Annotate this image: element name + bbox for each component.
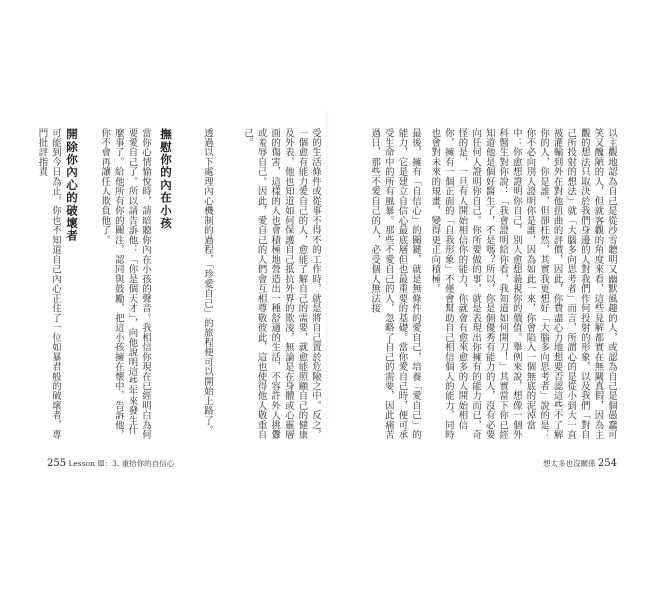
inner-saboteur-paragraph: 可能到今日為止，你也不知道自己內心正住了一位如暴君般的破壞者，專門批評指責 [36,128,61,440]
right-paragraph-1: 以主觀地認為自己是從沙雪聽明又幽默風趣的人，或認為自己是個愚蠢可笑又醜陋的人，但就客觀的角度來看，這些見解都實在無關真假，因為主觀的想法只取決於我們身邊的人對我們作何投射的形象，以及我們「對自己所投射的想法」就「大腦多向思考者」而言，所謂心的是從小到大一直被灌輸到外在對他扭曲的評價，因此，你費盡心力地想要否認這些不了解你的人，你是誰，但卻枉然，其實我更想好「大腦多向思考者」說的是：你不必向別人證明你是誰，因為如此一來，你會陷入一個無底的泥淖當中：你愈想證明你自己，別人愈想藐視你的價值。舉例來說，想像一個外科醫生對你說：「我會證明給你看，我知道如何開刀！」其實當下你已經知道他是個好醫生了，不是嗎？所以，你是個優秀有能力的人，沒有必要向任何人證明你自己。你所要做的事，就是表現出你擁有的能力而已，奇怪的是，一旦有人開始相信你的能力，你就會有愈來愈多的人開始相信你，擁有一個正面的「自我形象」不僅會幫助自己相信個人的能力，同時也會對未來的規畫，變得更正向積極。 [429,128,617,440]
right-footer-title: 想太多也沒關係 [543,459,596,468]
left-footer [47,458,174,469]
left-paragraph-1: 受的生活條件或從事不得不的工作時，就是將自己置於危險之中。反之，一個愈有能力愛自己的人，愈能了解自己的需要，就愈能照顧自己的健康及外表，他也知道如何保護自己抵抗外界的欺凌，無論是在身體或心靈層面的傷害，這樣的人也會積極地營造出一種舒適的生活，不容許外人挑釁或羞辱自己。因此，愛自己的人們會互相尊敬彼此，這也使得他人敬重自己。 [242,128,321,440]
right-paragraph-2: 最後，擁有「自信心」的關鍵，就是無條件的愛自己，培養「愛自己」的能力，它是建立自信心最底層但也最重要的基礎。當你愛自己時，便可承受生命中的所有風暴。那些不愛自己的人，忽略了自己的需要，因此痛苦過日，那些不愛自己的人，必受個人無法接 [369,128,421,440]
inner-child-paragraph: 當你心情愉悅時，請暗聽你內在小孩的聲音。我相信你現在已經明白為何要愛自己了。所以請告訴他：「你是個天才」，向他說明這些年來發生什麼事了。給他所有你的關注，認同與鼓勵，把這小孩擁在懷中，告訴他，你不會再讓任人欺負他了。 [99,128,151,440]
section-heading-inner-child: 撫慰你的內在小孩 [159,128,173,230]
right-footer [543,458,617,469]
left-page-number: 255 [47,458,67,469]
left-footer-title: Lesson Ⅲ：3. 重拾你的自信心 [68,459,175,468]
page-gutter [326,110,330,430]
left-page [36,128,322,440]
right-page [338,128,618,440]
right-page-number: 254 [597,458,617,469]
left-paragraph-2: 透過以下處理內心機制的過程，「珍愛自己」的旅程便可以開始上路了。 [202,128,213,435]
section-heading-inner-saboteur: 開除你內心的破壞者 [65,128,79,243]
